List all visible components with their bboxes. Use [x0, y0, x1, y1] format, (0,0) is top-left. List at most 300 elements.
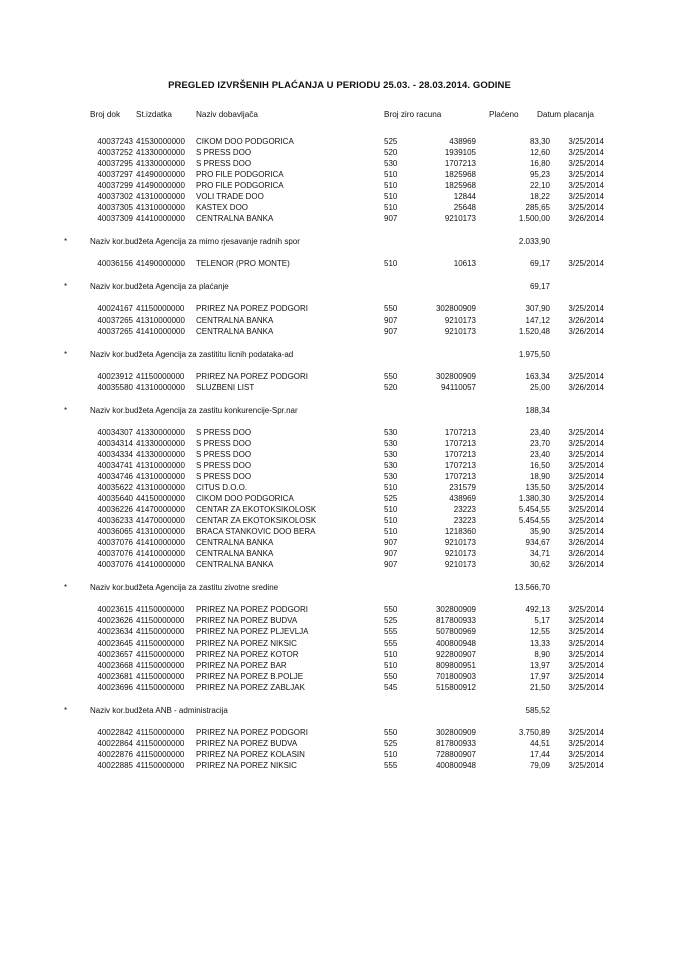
- amount-paid: 44,51: [529, 738, 550, 748]
- expense-code: 41310000000: [136, 460, 185, 470]
- account-number: 10613: [453, 259, 476, 269]
- supplier-name: PRIREZ NA POREZ KOTOR: [196, 649, 299, 659]
- page-title: PREGLED IZVRŠENIH PLAĆANJA U PERIODU 25.03. - 28.03.2014. GODINE: [168, 80, 511, 91]
- table-row: [0, 727, 679, 738]
- bank-code: 907: [384, 214, 398, 224]
- group-summary: [0, 705, 679, 717]
- header-st-izdatka: St.izdatka: [136, 110, 172, 119]
- supplier-name: PRIREZ NA POREZ BAR: [196, 660, 287, 670]
- account-number: 1218360: [444, 527, 476, 537]
- expense-code: 41410000000: [136, 214, 185, 224]
- expense-code: 41310000000: [136, 203, 185, 213]
- bank-code: 530: [384, 159, 398, 169]
- payment-date: 3/26/2014: [568, 326, 604, 336]
- bank-code: 510: [384, 649, 398, 659]
- account-number: 809800951: [435, 660, 476, 670]
- table-row: [0, 615, 679, 626]
- account-number: 1707213: [444, 471, 476, 481]
- bank-code: 530: [384, 427, 398, 437]
- supplier-name: PRIREZ NA POREZ NIKSIC: [196, 760, 297, 770]
- bank-code: 555: [384, 638, 398, 648]
- account-number: 438969: [449, 137, 476, 146]
- amount-paid: 12,60: [529, 148, 550, 158]
- account-number: 400800948: [435, 638, 476, 648]
- bank-code: 907: [384, 560, 398, 570]
- doc-number: 40023912: [97, 371, 133, 381]
- doc-number: 40035640: [97, 494, 133, 503]
- expense-code: 41150000000: [136, 638, 185, 648]
- doc-number: 40037299: [97, 181, 133, 191]
- payment-date: 3/25/2014: [568, 516, 604, 526]
- expense-code: 41310000000: [136, 471, 185, 481]
- payment-date: 3/25/2014: [568, 749, 604, 759]
- bank-code: 525: [384, 494, 398, 503]
- doc-number: 40037309: [97, 214, 133, 224]
- account-number: 1939105: [444, 148, 476, 158]
- account-number: 1707213: [444, 159, 476, 169]
- bank-code: 550: [384, 304, 398, 314]
- account-number: 12844: [453, 192, 476, 202]
- doc-number: 40037265: [97, 326, 133, 336]
- group-summary: [0, 582, 679, 594]
- amount-paid: 163,34: [525, 371, 550, 381]
- account-number: 231579: [449, 482, 476, 492]
- account-number: 9210173: [444, 214, 476, 224]
- bank-code: 510: [384, 749, 398, 759]
- table-row: [0, 482, 679, 493]
- table-row: [0, 649, 679, 660]
- supplier-name: PRIREZ NA POREZ PODGORI: [196, 371, 309, 381]
- amount-paid: 135,50: [525, 482, 550, 492]
- account-number: 94110057: [441, 382, 476, 392]
- bank-code: 550: [384, 371, 398, 381]
- supplier-name: TELENOR (PRO MONTE): [196, 259, 290, 269]
- summary-total: 1.975,50: [518, 349, 550, 359]
- supplier-name: CIKOM DOO PODGORICA: [196, 137, 294, 146]
- expense-code: 41150000000: [136, 627, 185, 637]
- table-row: [0, 749, 679, 760]
- bank-code: 555: [384, 760, 398, 770]
- payment-date: 3/25/2014: [568, 192, 604, 202]
- expense-code: 44150000000: [136, 494, 185, 503]
- account-number: 302800909: [435, 304, 476, 314]
- account-number: 9210173: [444, 549, 476, 559]
- summary-total: 188,34: [525, 405, 550, 415]
- doc-number: 40037243: [97, 137, 133, 146]
- account-number: 25648: [453, 203, 476, 213]
- amount-paid: 23,40: [529, 427, 550, 437]
- payment-date: 3/25/2014: [568, 627, 604, 637]
- header-placeno: Plaćeno: [489, 110, 519, 119]
- expense-code: 41310000000: [136, 482, 185, 492]
- account-number: 1707213: [444, 460, 476, 470]
- supplier-name: CENTAR ZA EKOTOKSIKOLOSK: [196, 516, 317, 526]
- doc-number: 40022876: [97, 749, 133, 759]
- supplier-name: S PRESS DOO: [196, 449, 252, 459]
- doc-number: 40037295: [97, 159, 133, 169]
- table-row: [0, 326, 679, 337]
- expense-code: 41150000000: [136, 727, 185, 737]
- doc-number: 40023681: [97, 671, 133, 681]
- table-row: [0, 371, 679, 382]
- table-row: [0, 427, 679, 438]
- doc-number: 40023696: [97, 682, 133, 692]
- account-number: 302800909: [435, 371, 476, 381]
- doc-number: 40034334: [97, 449, 133, 459]
- doc-number: 40024167: [97, 304, 133, 314]
- payment-date: 3/25/2014: [568, 527, 604, 537]
- supplier-name: CENTRALNA BANKA: [196, 549, 274, 559]
- amount-paid: 13,97: [529, 660, 550, 670]
- payment-date: 3/25/2014: [568, 170, 604, 180]
- doc-number: 40036233: [97, 516, 133, 526]
- bank-code: 510: [384, 203, 398, 213]
- summary-bullet: *: [64, 282, 68, 292]
- table-row: [0, 738, 679, 749]
- table-row: [0, 438, 679, 449]
- amount-paid: 16,80: [529, 159, 550, 169]
- bank-code: 907: [384, 549, 398, 559]
- payment-date: 3/26/2014: [568, 538, 604, 548]
- bank-code: 530: [384, 460, 398, 470]
- expense-code: 41410000000: [136, 549, 185, 559]
- supplier-name: PRIREZ NA POREZ BUDVA: [196, 738, 298, 748]
- table-row: [0, 515, 679, 526]
- account-number: 302800909: [435, 605, 476, 615]
- payment-date: 3/25/2014: [568, 181, 604, 191]
- expense-code: 41150000000: [136, 649, 185, 659]
- header-ziro: Broj ziro racuna: [384, 110, 442, 119]
- payment-date: 3/26/2014: [568, 315, 604, 325]
- table-row: [0, 147, 679, 158]
- supplier-name: PRIREZ NA POREZ PODGORI: [196, 727, 309, 737]
- amount-paid: 17,44: [529, 749, 550, 759]
- expense-code: 41330000000: [136, 449, 185, 459]
- summary-bullet: *: [64, 237, 68, 247]
- summary-bullet: *: [64, 405, 68, 415]
- table-row: [0, 671, 679, 682]
- summary-total: 13.566,70: [514, 583, 550, 593]
- doc-number: 40036065: [97, 527, 133, 537]
- bank-code: 525: [384, 738, 398, 748]
- summary-bullet: *: [64, 705, 68, 715]
- payment-date: 3/25/2014: [568, 438, 604, 448]
- amount-paid: 1.520,48: [518, 326, 550, 336]
- table-row: [0, 315, 679, 326]
- payment-date: 3/25/2014: [568, 259, 604, 269]
- summary-total: 69,17: [529, 282, 550, 292]
- payment-date: 3/25/2014: [568, 159, 604, 169]
- expense-code: 41490000000: [136, 181, 185, 191]
- payment-date: 3/25/2014: [568, 616, 604, 626]
- amount-paid: 5.454,55: [518, 516, 550, 526]
- supplier-name: S PRESS DOO: [196, 471, 252, 481]
- expense-code: 41410000000: [136, 326, 185, 336]
- bank-code: 550: [384, 671, 398, 681]
- account-number: 400800948: [435, 760, 476, 770]
- bank-code: 520: [384, 148, 398, 158]
- summary-bullet: *: [64, 583, 68, 593]
- doc-number: 40023645: [97, 638, 133, 648]
- supplier-name: KASTEX DOO: [196, 203, 249, 213]
- doc-number: 40022842: [97, 727, 133, 737]
- supplier-name: CENTRALNA BANKA: [196, 560, 274, 570]
- expense-code: 41470000000: [136, 516, 185, 526]
- summary-total: 2.033,90: [518, 237, 550, 247]
- supplier-name: PRIREZ NA POREZ NIKSIC: [196, 638, 297, 648]
- expense-code: 41150000000: [136, 660, 185, 670]
- amount-paid: 34,71: [529, 549, 550, 559]
- account-number: 515800912: [435, 682, 476, 692]
- expense-code: 41150000000: [136, 371, 185, 381]
- supplier-name: PRIREZ NA POREZ PODGORI: [196, 605, 309, 615]
- bank-code: 530: [384, 438, 398, 448]
- amount-paid: 79,09: [529, 760, 550, 770]
- doc-number: 40037302: [97, 192, 133, 202]
- doc-number: 40037265: [97, 315, 133, 325]
- header-naziv: Naziv dobavljača: [196, 110, 258, 119]
- supplier-name: PRIREZ NA POREZ B.POLJE: [196, 671, 304, 681]
- expense-code: 41330000000: [136, 148, 185, 158]
- payment-date: 3/25/2014: [568, 449, 604, 459]
- expense-code: 41150000000: [136, 682, 185, 692]
- account-number: 728800907: [435, 749, 476, 759]
- payment-date: 3/25/2014: [568, 660, 604, 670]
- bank-code: 907: [384, 315, 398, 325]
- amount-paid: 16,50: [529, 460, 550, 470]
- bank-code: 510: [384, 482, 398, 492]
- supplier-name: SLUZBENI LIST: [196, 382, 255, 392]
- account-number: 9210173: [444, 560, 476, 570]
- bank-code: 550: [384, 605, 398, 615]
- expense-code: 41490000000: [136, 259, 185, 269]
- table-row: [0, 493, 679, 504]
- doc-number: 40023626: [97, 616, 133, 626]
- doc-number: 40023615: [97, 605, 133, 615]
- account-number: 23223: [453, 505, 476, 515]
- payment-date: 3/25/2014: [568, 682, 604, 692]
- payment-date: 3/25/2014: [568, 427, 604, 437]
- account-number: 302800909: [435, 727, 476, 737]
- table-row: [0, 169, 679, 180]
- bank-code: 510: [384, 527, 398, 537]
- amount-paid: 83,30: [529, 137, 550, 146]
- payment-date: 3/25/2014: [568, 482, 604, 492]
- bank-code: 550: [384, 727, 398, 737]
- bank-code: 525: [384, 137, 398, 146]
- bank-code: 907: [384, 538, 398, 548]
- expense-code: 41470000000: [136, 505, 185, 515]
- payment-date: 3/26/2014: [568, 549, 604, 559]
- expense-code: 41310000000: [136, 527, 185, 537]
- payment-date: 3/25/2014: [568, 371, 604, 381]
- group-summary: [0, 349, 679, 361]
- payment-date: 3/25/2014: [568, 471, 604, 481]
- payment-date: 3/25/2014: [568, 460, 604, 470]
- group-summary: [0, 281, 679, 293]
- bank-code: 510: [384, 505, 398, 515]
- doc-number: 40023657: [97, 649, 133, 659]
- bank-code: 510: [384, 259, 398, 269]
- table-row: [0, 548, 679, 559]
- summary-total: 585,52: [525, 705, 550, 715]
- expense-code: 41150000000: [136, 671, 185, 681]
- doc-number: 40034741: [97, 460, 133, 470]
- supplier-name: S PRESS DOO: [196, 148, 252, 158]
- table-row: [0, 626, 679, 637]
- table-row: [0, 382, 679, 393]
- expense-code: 41410000000: [136, 560, 185, 570]
- expense-code: 41310000000: [136, 382, 185, 392]
- summary-bullet: *: [64, 349, 68, 359]
- expense-code: 41530000000: [136, 137, 185, 146]
- payment-date: 3/25/2014: [568, 638, 604, 648]
- payment-date: 3/25/2014: [568, 605, 604, 615]
- table-row: [0, 526, 679, 537]
- table-row: [0, 760, 679, 771]
- doc-number: 40023668: [97, 660, 133, 670]
- expense-code: 41410000000: [136, 538, 185, 548]
- summary-label: Naziv kor.budžeta ANB - administracija: [90, 705, 228, 715]
- amount-paid: 95,23: [529, 170, 550, 180]
- amount-paid: 8,90: [534, 649, 550, 659]
- expense-code: 41150000000: [136, 760, 185, 770]
- table-row: [0, 158, 679, 169]
- amount-paid: 23,70: [529, 438, 550, 448]
- amount-paid: 934,67: [525, 538, 550, 548]
- payment-date: 3/25/2014: [568, 304, 604, 314]
- supplier-name: VOLI TRADE DOO: [196, 192, 264, 202]
- supplier-name: CENTRALNA BANKA: [196, 214, 274, 224]
- table-row: [0, 537, 679, 548]
- table-row: [0, 638, 679, 649]
- account-number: 701800903: [435, 671, 476, 681]
- amount-paid: 12,55: [529, 627, 550, 637]
- table-row: [0, 258, 679, 269]
- doc-number: 40036156: [97, 259, 133, 269]
- summary-label: Naziv kor.budžeta Agencija za mirno rjesavanje radnih spor: [90, 237, 300, 247]
- account-number: 1825968: [444, 170, 476, 180]
- doc-number: 40036226: [97, 505, 133, 515]
- amount-paid: 307,90: [525, 304, 550, 314]
- supplier-name: PRIREZ NA POREZ ZABLJAK: [196, 682, 305, 692]
- account-number: 1707213: [444, 427, 476, 437]
- doc-number: 40037076: [97, 560, 133, 570]
- supplier-name: CITUS D.O.O.: [196, 482, 248, 492]
- account-number: 1825968: [444, 181, 476, 191]
- amount-paid: 18,22: [529, 192, 550, 202]
- supplier-name: S PRESS DOO: [196, 438, 252, 448]
- table-row: [0, 682, 679, 693]
- account-number: 9210173: [444, 538, 476, 548]
- doc-number: 40037076: [97, 538, 133, 548]
- amount-paid: 30,62: [529, 560, 550, 570]
- amount-paid: 69,17: [529, 259, 550, 269]
- doc-number: 40034307: [97, 427, 133, 437]
- amount-paid: 1.380,30: [518, 494, 550, 503]
- header-datum: Datum placanja: [537, 110, 594, 119]
- amount-paid: 492,13: [525, 605, 550, 615]
- bank-code: 545: [384, 682, 398, 692]
- payment-date: 3/26/2014: [568, 382, 604, 392]
- account-number: 23223: [453, 516, 476, 526]
- bank-code: 530: [384, 449, 398, 459]
- table-row: [0, 604, 679, 615]
- payment-date: 3/26/2014: [568, 214, 604, 224]
- amount-paid: 5,17: [534, 616, 550, 626]
- bank-code: 520: [384, 382, 398, 392]
- doc-number: 40022885: [97, 760, 133, 770]
- amount-paid: 25,00: [529, 382, 550, 392]
- supplier-name: CIKOM DOO PODGORICA: [196, 494, 294, 503]
- supplier-name: CENTRALNA BANKA: [196, 315, 274, 325]
- amount-paid: 21,50: [529, 682, 550, 692]
- table-row: [0, 303, 679, 314]
- bank-code: 510: [384, 170, 398, 180]
- summary-label: Naziv kor.budžeta Agencija za zastititu licnih podataka-ad: [90, 349, 294, 359]
- expense-code: 41150000000: [136, 304, 185, 314]
- account-number: 1707213: [444, 438, 476, 448]
- amount-paid: 1.500,00: [518, 214, 550, 224]
- account-number: 922800907: [435, 649, 476, 659]
- header-broj-dok: Broj dok: [90, 110, 121, 119]
- supplier-name: CENTRALNA BANKA: [196, 538, 274, 548]
- bank-code: 510: [384, 660, 398, 670]
- table-row: [0, 202, 679, 213]
- account-number: 438969: [449, 494, 476, 503]
- expense-code: 41490000000: [136, 170, 185, 180]
- doc-number: 40034314: [97, 438, 133, 448]
- supplier-name: CENTRALNA BANKA: [196, 326, 274, 336]
- doc-number: 40037305: [97, 203, 133, 213]
- payment-date: 3/25/2014: [568, 203, 604, 213]
- expense-code: 41150000000: [136, 605, 185, 615]
- payment-date: 3/25/2014: [568, 148, 604, 158]
- expense-code: 41150000000: [136, 749, 185, 759]
- payment-date: 3/25/2014: [568, 137, 604, 146]
- supplier-name: PRO FILE PODGORICA: [196, 181, 284, 191]
- expense-code: 41330000000: [136, 427, 185, 437]
- supplier-name: S PRESS DOO: [196, 460, 252, 470]
- bank-code: 907: [384, 326, 398, 336]
- amount-paid: 23,40: [529, 449, 550, 459]
- doc-number: 40037076: [97, 549, 133, 559]
- amount-paid: 147,12: [525, 315, 550, 325]
- doc-number: 40034746: [97, 471, 133, 481]
- supplier-name: CENTAR ZA EKOTOKSIKOLOSK: [196, 505, 317, 515]
- group-summary: [0, 405, 679, 417]
- amount-paid: 5.454,55: [518, 505, 550, 515]
- amount-paid: 35,90: [529, 527, 550, 537]
- supplier-name: PRIREZ NA POREZ BUDVA: [196, 616, 298, 626]
- table-row: [0, 136, 679, 147]
- account-number: 817800933: [435, 738, 476, 748]
- table-row: [0, 180, 679, 191]
- payment-date: 3/25/2014: [568, 505, 604, 515]
- table-row: [0, 191, 679, 202]
- bank-code: 510: [384, 192, 398, 202]
- supplier-name: PRO FILE PODGORICA: [196, 170, 284, 180]
- amount-paid: 17,97: [529, 671, 550, 681]
- supplier-name: S PRESS DOO: [196, 159, 252, 169]
- table-row: [0, 559, 679, 570]
- payment-date: 3/25/2014: [568, 760, 604, 770]
- payment-date: 3/25/2014: [568, 671, 604, 681]
- payment-date: 3/25/2014: [568, 649, 604, 659]
- table-row: [0, 660, 679, 671]
- supplier-name: PRIREZ NA POREZ PODGORI: [196, 304, 309, 314]
- amount-paid: 13,33: [529, 638, 550, 648]
